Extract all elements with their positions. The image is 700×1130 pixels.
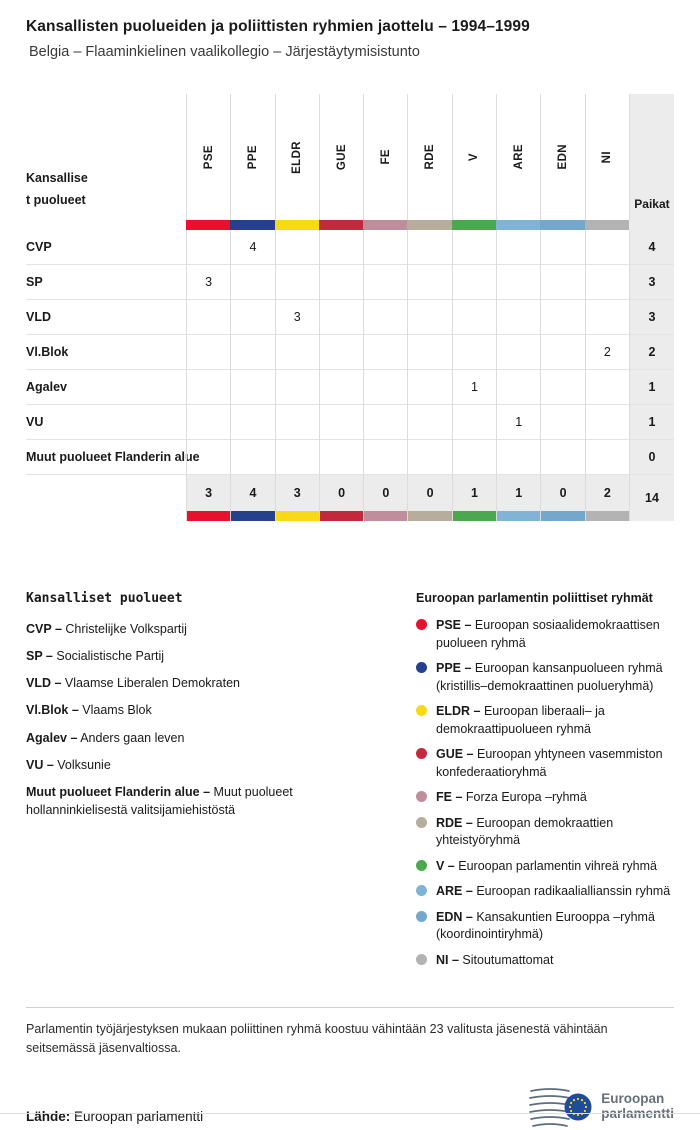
- seat-cell: [585, 440, 629, 475]
- legend-party-item: CVP – Christelijke Volkspartij: [26, 622, 187, 636]
- party-name: VLD: [26, 300, 186, 335]
- seat-cell: [275, 265, 319, 300]
- row-seats-total: 0: [629, 440, 674, 475]
- row-seats-total: 1: [629, 405, 674, 440]
- seat-cell: [319, 370, 363, 405]
- group-total-gue: 0: [319, 475, 363, 521]
- legend-party-item: VLD – Vlaamse Liberalen Demokraten: [26, 676, 241, 691]
- european-parliament-logo: [528, 1084, 674, 1130]
- legend-group-item: NI – Sitoutumattomat: [416, 952, 674, 970]
- column-header-fe: FE: [363, 94, 407, 220]
- total-colorbar-v: [453, 511, 496, 521]
- group-total-v: 1: [452, 475, 496, 521]
- column-header-pse: PSE: [186, 94, 230, 220]
- legend-parties-heading: Kansalliset puolueet: [26, 591, 183, 606]
- group-total-ppe: 4: [230, 475, 274, 521]
- colorbar-gue: [319, 220, 363, 230]
- column-header-gue: GUE: [319, 94, 363, 220]
- group-total-ni: 2: [585, 475, 629, 521]
- seat-cell: [230, 335, 274, 370]
- seat-cell: [407, 405, 451, 440]
- column-header-edn: EDN: [540, 94, 584, 220]
- colorbar-spacer: [26, 220, 186, 230]
- seat-cell: [585, 265, 629, 300]
- legend-group-item: RDE – Euroopan demokraattien yhteistyöryhmä: [416, 815, 674, 850]
- legend-group-item: FE – Forza Europa –ryhmä: [416, 789, 674, 807]
- seat-cell: [452, 300, 496, 335]
- total-colorbar-pse: [187, 511, 230, 521]
- seat-cell: [363, 230, 407, 265]
- column-header-rde: RDE: [407, 94, 451, 220]
- seat-cell: [452, 265, 496, 300]
- ni-color-dot: [416, 954, 427, 965]
- legend-political-groups: [386, 591, 674, 977]
- seat-cell: [186, 300, 230, 335]
- seat-cell: [319, 405, 363, 440]
- totals-spacer: [26, 475, 186, 521]
- column-header-v: V: [452, 94, 496, 220]
- v-color-dot: [416, 860, 427, 871]
- legend-group-item: GUE – Euroopan yhtyneen vasemmiston konfederaatioryhmä: [416, 746, 674, 781]
- total-colorbar-are: [497, 511, 540, 521]
- seat-cell: [230, 265, 274, 300]
- colorbar-ni: [585, 220, 629, 230]
- seat-cell: [496, 370, 540, 405]
- colorbar-are: [496, 220, 540, 230]
- table-corner-header: [26, 94, 186, 220]
- seat-cell: 4: [230, 230, 274, 265]
- party-name: Agalev: [26, 370, 186, 405]
- fe-color-dot: [416, 791, 427, 802]
- footnote-text: Parlamentin työjärjestyksen mukaan poliittinen ryhmä koostuu vähintään 23 valitusta jäsenestä vähintään seitsemässä jäsenvaltiossa.: [26, 1022, 608, 1055]
- group-total-rde: 0: [407, 475, 451, 521]
- seat-cell: [186, 230, 230, 265]
- column-header-ppe: PPE: [230, 94, 274, 220]
- legend-group-item: V – Euroopan parlamentin vihreä ryhmä: [416, 858, 674, 876]
- grand-total-seats: 14: [629, 475, 674, 521]
- party-name: VU: [26, 405, 186, 440]
- seat-cell: [363, 440, 407, 475]
- total-colorbar-rde: [408, 511, 451, 521]
- are-color-dot: [416, 885, 427, 896]
- colorbar-rde: [407, 220, 451, 230]
- seat-cell: [275, 405, 319, 440]
- column-header-seats: Paikat: [629, 94, 674, 220]
- seat-cell: [407, 335, 451, 370]
- total-colorbar-ni: [586, 511, 629, 521]
- seat-cell: [363, 265, 407, 300]
- page-title: Kansallisten puolueiden ja poliittisten ryhmien jaottelu – 1994–1999: [26, 18, 530, 35]
- seat-cell: [452, 230, 496, 265]
- row-seats-total: 3: [629, 265, 674, 300]
- colorbar-v: [452, 220, 496, 230]
- seat-cell: [363, 335, 407, 370]
- seat-cell: [452, 440, 496, 475]
- seat-cell: [275, 440, 319, 475]
- row-seats-total: 4: [629, 230, 674, 265]
- footnote-divider: [26, 1007, 674, 1008]
- group-total-are: 1: [496, 475, 540, 521]
- seat-cell: [540, 405, 584, 440]
- seat-cell: [275, 370, 319, 405]
- corner-label: Kansalliset puolueet: [26, 171, 88, 208]
- total-colorbar-ppe: [231, 511, 274, 521]
- source-line: Lähde: Euroopan parlamentti: [26, 1108, 204, 1124]
- seat-cell: [275, 230, 319, 265]
- seat-cell: [363, 405, 407, 440]
- page-subtitle: Belgia – Flaaminkielinen vaalikollegio – Järjestäytymisistunto: [29, 44, 420, 60]
- seat-cell: [585, 370, 629, 405]
- seat-cell: [407, 440, 451, 475]
- seat-cell: [363, 300, 407, 335]
- legend-party-item: Agalev – Anders gaan leven: [26, 730, 185, 745]
- legend-party-item: VU – Volksunie: [26, 757, 111, 772]
- party-name: SP: [26, 265, 186, 300]
- seat-cell: [230, 405, 274, 440]
- row-seats-total: 2: [629, 335, 674, 370]
- seat-cell: [407, 265, 451, 300]
- colorbar-ppe: [230, 220, 274, 230]
- seat-cell: [496, 265, 540, 300]
- party-name: CVP: [26, 230, 186, 265]
- legend-group-item: PPE – Euroopan kansanpuolueen ryhmä (kristillis–demokraattinen puolueryhmä): [416, 660, 674, 695]
- legend-group-item: EDN – Kansakuntien Eurooppa –ryhmä (koordinointiryhmä): [416, 909, 674, 944]
- group-total-fe: 0: [363, 475, 407, 521]
- edn-color-dot: [416, 911, 427, 922]
- seat-cell: [319, 265, 363, 300]
- legend-groups-heading: Euroopan parlamentin poliittiset ryhmät: [416, 591, 653, 605]
- seat-cell: 3: [275, 300, 319, 335]
- party-name: Vl.Blok: [26, 335, 186, 370]
- colorbar-fe: [363, 220, 407, 230]
- hemicycle-flag-icon: [528, 1084, 594, 1130]
- rde-color-dot: [416, 817, 427, 828]
- column-header-are: ARE: [496, 94, 540, 220]
- seat-cell: [540, 300, 584, 335]
- total-colorbar-gue: [320, 511, 363, 521]
- seat-cell: 1: [452, 370, 496, 405]
- seat-cell: [363, 370, 407, 405]
- seat-cell: [540, 440, 584, 475]
- seat-cell: [186, 440, 230, 475]
- logo-text: Euroopan parlamentti: [601, 1090, 674, 1121]
- legend-group-item: ELDR – Euroopan liberaali– ja demokraattipuolueen ryhmä: [416, 703, 674, 738]
- seat-cell: [540, 230, 584, 265]
- column-header-eldr: ELDR: [275, 94, 319, 220]
- seat-cell: 1: [496, 405, 540, 440]
- column-header-ni: NI: [585, 94, 629, 220]
- seat-cell: [230, 300, 274, 335]
- group-total-pse: 3: [186, 475, 230, 521]
- row-seats-total: 3: [629, 300, 674, 335]
- colorbar-seats-spacer: [629, 220, 674, 230]
- seat-cell: [496, 230, 540, 265]
- eldr-color-dot: [416, 705, 427, 716]
- seats-table: [26, 94, 674, 521]
- gue-color-dot: [416, 748, 427, 759]
- legend-section: [26, 591, 674, 977]
- legend-party-item: Vl.Blok – Vlaams Blok: [26, 703, 152, 718]
- seat-cell: [275, 335, 319, 370]
- seat-cell: [452, 405, 496, 440]
- colorbar-pse: [186, 220, 230, 230]
- seat-cell: [585, 230, 629, 265]
- seat-cell: [319, 335, 363, 370]
- total-colorbar-edn: [541, 511, 584, 521]
- seat-cell: [186, 370, 230, 405]
- seat-cell: [452, 335, 496, 370]
- legend-group-item: PSE – Euroopan sosiaalidemokraattisen puolueen ryhmä: [416, 617, 674, 652]
- seat-cell: [319, 300, 363, 335]
- seat-cell: [585, 300, 629, 335]
- seat-cell: [585, 405, 629, 440]
- party-name: Muut puolueet Flanderin alue: [26, 440, 186, 475]
- legend-national-parties: [26, 591, 386, 977]
- seat-cell: [230, 440, 274, 475]
- seat-cell: [496, 440, 540, 475]
- seat-cell: 3: [186, 265, 230, 300]
- legend-group-item: ARE – Euroopan radikaaliallianssin ryhmä: [416, 883, 674, 901]
- seat-cell: 2: [585, 335, 629, 370]
- seat-cell: [407, 370, 451, 405]
- total-colorbar-eldr: [276, 511, 319, 521]
- seat-cell: [319, 440, 363, 475]
- seat-cell: [496, 335, 540, 370]
- seat-cell: [540, 370, 584, 405]
- seat-cell: [496, 300, 540, 335]
- legend-party-item: Muut puolueet Flanderin alue – Muut puolueet hollanninkielisestä valitsijamiehistöstä: [26, 784, 293, 817]
- group-total-eldr: 3: [275, 475, 319, 521]
- seat-cell: [186, 405, 230, 440]
- page-bottom-divider: [0, 1113, 700, 1114]
- legend-party-item: SP – Socialistische Partij: [26, 649, 165, 664]
- total-colorbar-fe: [364, 511, 407, 521]
- pse-color-dot: [416, 619, 427, 630]
- seat-cell: [319, 230, 363, 265]
- footer-row: [26, 1084, 674, 1130]
- row-seats-total: 1: [629, 370, 674, 405]
- colorbar-edn: [540, 220, 584, 230]
- seat-cell: [540, 335, 584, 370]
- seat-cell: [230, 370, 274, 405]
- colorbar-eldr: [275, 220, 319, 230]
- seat-cell: [407, 300, 451, 335]
- ppe-color-dot: [416, 662, 427, 673]
- group-total-edn: 0: [540, 475, 584, 521]
- seat-cell: [540, 265, 584, 300]
- seat-cell: [407, 230, 451, 265]
- seat-cell: [186, 335, 230, 370]
